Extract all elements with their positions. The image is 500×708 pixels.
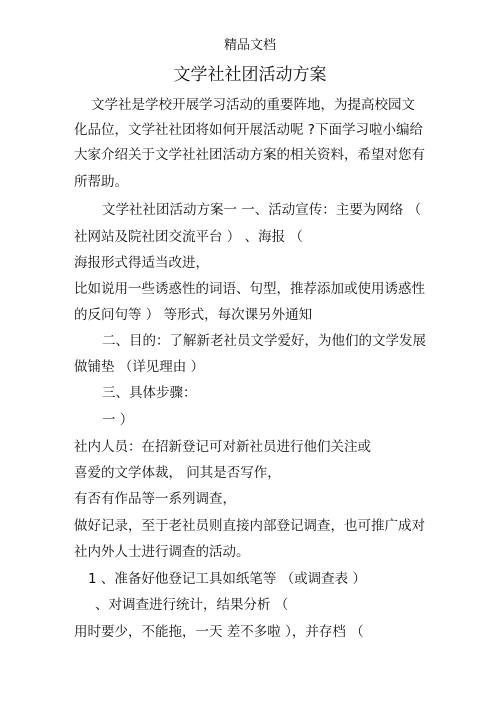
body-line: 喜爱的文学体裁， 问其是否写作， xyxy=(74,465,281,481)
body-line: 社内人员：在招新登记可对新社员进行他们关注或 xyxy=(74,439,371,455)
section-heading: 三、具体步骤： xyxy=(102,385,197,401)
body-line: 大家介绍关于文学社社团活动方案的相关资料，希望对您有 xyxy=(74,147,425,163)
document-title: 文学社社团活动方案 xyxy=(173,65,327,85)
body-line: 二、目的：了解新老社员文学爱好，为他们的文学发展 xyxy=(102,333,426,349)
body-line: 文学社社团活动方案一 一、活动宣传：主要为网络 （ xyxy=(102,202,422,218)
body-line: 文学社是学校开展学习活动的重要阵地，为提高校园文 xyxy=(91,97,415,113)
body-line: 做好记录，至于老社员则直接内部登记调查，也可推广成对 xyxy=(74,518,425,534)
body-line: 有否有作品等一系列调查， xyxy=(74,491,236,507)
page-header: 精品文档 xyxy=(223,38,276,53)
body-line: 的反问句等 ） 等形式，每次课另外通知 xyxy=(74,307,313,323)
body-line: 所帮助。 xyxy=(74,174,128,190)
body-line: 化品位，文学社社团将如何开展活动呢 ?下面学习啦小编给 xyxy=(74,122,423,138)
body-line: 比如说用一些诱惑性的词语、句型，推荐添加或使用诱惑性 xyxy=(74,281,425,297)
body-line: 社内外人士进行调查的活动。 xyxy=(74,544,250,560)
body-line: 、对调查进行统计，结果分析 （ xyxy=(95,597,289,613)
body-line: 一 ） xyxy=(102,412,134,428)
body-line: 海报形式得适当改进， xyxy=(74,255,209,271)
body-line: 1 、准备好他登记工具如纸笔等 （或调查表 ） xyxy=(88,571,366,587)
body-line: 做铺垫 （详见理由 ） xyxy=(74,359,205,375)
body-line: 用时要少，不能拖，一天 差不多啦 ），并存档 （ xyxy=(74,624,364,640)
body-line: 社网站及院社团交流平台 ） 、海报 （ xyxy=(74,229,303,245)
